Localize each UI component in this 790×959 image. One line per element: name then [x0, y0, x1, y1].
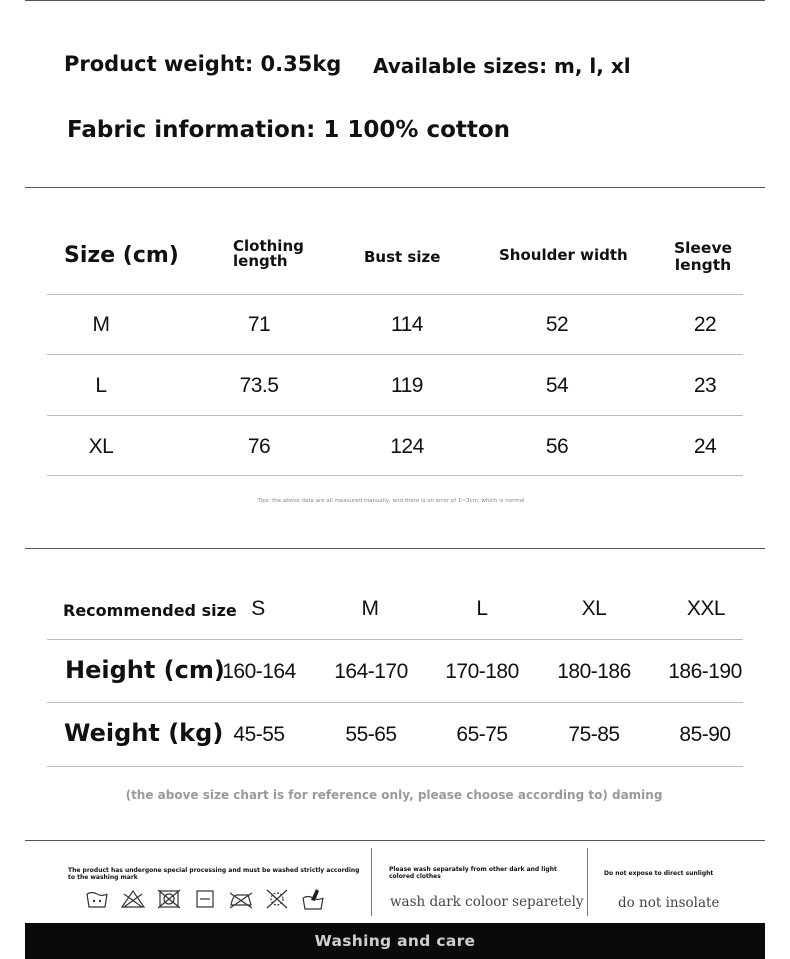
height-value: 186-190 — [668, 660, 742, 683]
size-table-line-1 — [47, 354, 743, 355]
size-chart-note: (the above size chart is for reference only, please choose according to) daming — [125, 788, 663, 802]
rec-size: L — [476, 597, 488, 620]
care-icons — [84, 886, 326, 912]
wash-30-icon — [84, 886, 110, 912]
divider-3 — [25, 840, 765, 841]
row-sleeve: 23 — [693, 374, 717, 397]
care-wash-dark: wash dark coloor separetely — [390, 894, 584, 910]
col-sleeve-header: Sleeve length — [673, 239, 733, 274]
row-sleeve: 22 — [693, 313, 717, 336]
care-note-washing: The product has undergone special processing and must be washed strictly according to the washing mark — [68, 867, 360, 881]
rec-size: XL — [581, 597, 607, 620]
care-divider-1 — [371, 848, 372, 916]
row-size: L — [95, 374, 107, 397]
row-size: M — [92, 313, 110, 336]
col-bust-header: Bust size — [364, 248, 441, 266]
weight-value: 65-75 — [456, 723, 508, 746]
product-weight: Product weight: 0.35kg — [64, 52, 342, 76]
height-value: 164-170 — [334, 660, 408, 683]
height-value: 180-186 — [557, 660, 631, 683]
no-tumble-dry-icon — [156, 886, 182, 912]
rec-table-line-1 — [47, 702, 743, 703]
size-table-line-2 — [47, 415, 743, 416]
row-bust: 114 — [391, 313, 423, 336]
divider-2 — [25, 548, 765, 549]
hand-wash-icon — [300, 886, 326, 912]
row-length: 71 — [247, 313, 271, 336]
height-label: Height (cm) — [65, 656, 225, 684]
fabric-info: Fabric information: 1 100% cotton — [67, 117, 511, 143]
care-note-sunlight: Do not expose to direct sunlight — [604, 870, 714, 877]
care-do-not-insolate: do not insolate — [618, 895, 720, 911]
row-sleeve: 24 — [693, 435, 717, 458]
col-length-header: Clothing length — [233, 237, 304, 270]
washing-care-banner — [25, 923, 765, 959]
row-bust: 124 — [390, 435, 424, 458]
rec-table-line-0 — [47, 639, 743, 640]
top-divider — [25, 0, 765, 1]
size-table-line-0 — [47, 294, 743, 295]
dry-flat-icon — [192, 886, 218, 912]
rec-size: S — [251, 597, 265, 620]
col-shoulder-header: Shoulder width — [499, 246, 628, 264]
care-note-separate: Please wash separately from other dark and light colored clothes — [389, 866, 557, 880]
size-table-line-3 — [47, 475, 743, 476]
row-shoulder: 56 — [545, 435, 569, 458]
col-size-header: Size (cm) — [64, 243, 179, 268]
washing-care-title: Washing and care — [314, 932, 476, 950]
measurement-tip: Tips: the above data are all measured manually, and there is an error of 1~3cm, which is normal — [257, 498, 525, 504]
available-sizes: Available sizes: m, l, xl — [373, 54, 631, 78]
weight-value: 45-55 — [233, 723, 285, 746]
rec-size: XXL — [686, 597, 726, 620]
weight-value: 75-85 — [568, 723, 620, 746]
divider-1 — [25, 187, 765, 188]
no-dry-clean-icon — [264, 886, 290, 912]
weight-value: 55-65 — [345, 723, 397, 746]
height-value: 160-164 — [222, 660, 296, 683]
no-bleach-icon — [120, 886, 146, 912]
height-value: 170-180 — [445, 660, 519, 683]
weight-value: 85-90 — [679, 723, 731, 746]
row-bust: 119 — [391, 374, 423, 397]
row-size: XL — [88, 435, 114, 458]
care-divider-2 — [587, 848, 588, 916]
weight-label: Weight (kg) — [64, 719, 224, 747]
row-shoulder: 52 — [545, 313, 569, 336]
rec-table-line-2 — [47, 766, 743, 767]
recommended-size-label: Recommended size — [63, 601, 237, 620]
row-length: 73.5 — [239, 374, 279, 397]
iron-low-icon — [228, 886, 254, 912]
row-length: 76 — [247, 435, 271, 458]
rec-size: M — [361, 597, 379, 620]
row-shoulder: 54 — [545, 374, 569, 397]
